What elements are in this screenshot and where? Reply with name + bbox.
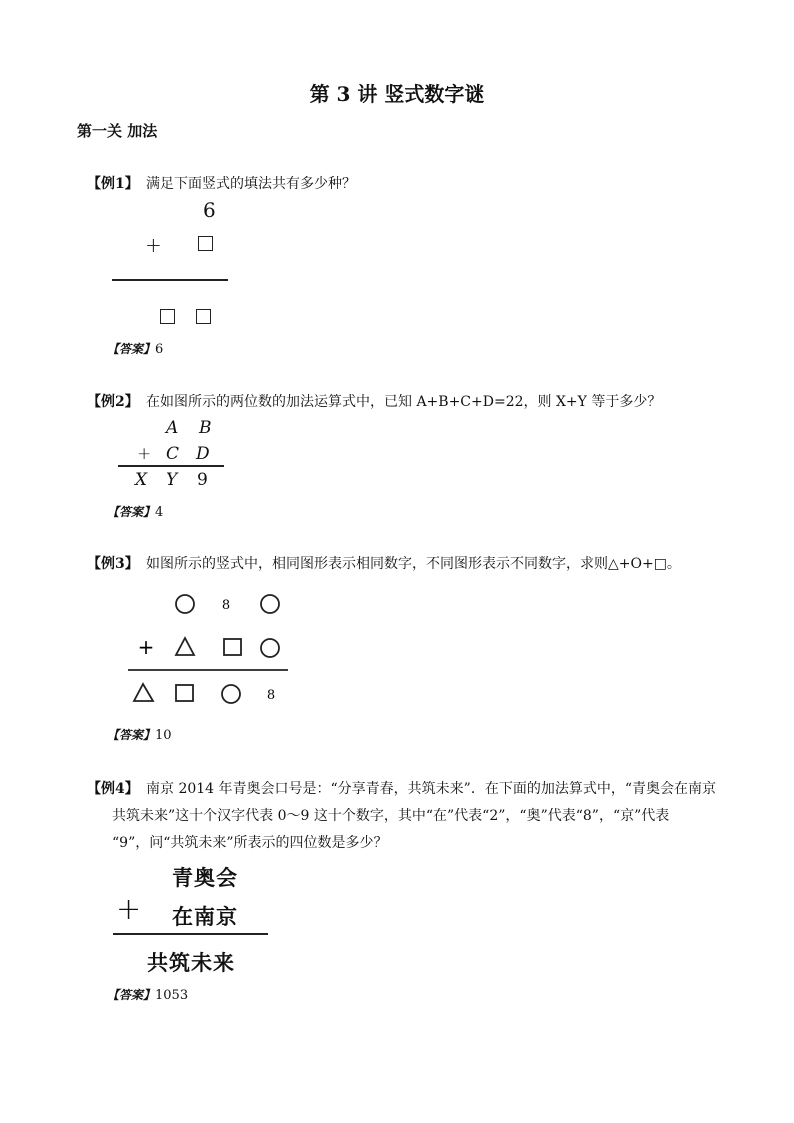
triangle-shape [176, 638, 194, 655]
page-title: 第 3 讲 竖式数字谜 [309, 82, 485, 106]
example-4-question-line: 南京 2014 年青奥会口号是：“分享青春，共筑未来”．在下面的加法算式中，“青奥会在南京 [146, 781, 716, 797]
square-shape [224, 639, 241, 655]
example-2-question: 在如图所示的两位数的加法运算式中，已知 A+B+C+D=22，则 X+Y 等于多少？ [146, 394, 662, 410]
square-shape [176, 685, 193, 701]
digit-c: C [166, 444, 180, 464]
example-1-blank-box [196, 309, 211, 324]
example-4-sum-line [113, 933, 268, 935]
digit-y: Y [166, 470, 178, 490]
answer-value: 1053 [155, 988, 189, 1003]
circle-shape [176, 595, 194, 613]
example-4-addend-2: 在南京 [172, 905, 238, 929]
answer-label: 【答案】 [107, 988, 156, 1002]
answer-label: 【答案】 [107, 342, 156, 356]
example-2-label: 【例2】 [87, 394, 139, 410]
example-1-label: 【例1】 [87, 176, 139, 192]
answer-label: 【答案】 [107, 728, 156, 742]
example-4-addend-1: 青奥会 [172, 866, 238, 890]
digit-8: 8 [266, 688, 276, 703]
example-2-answer [107, 503, 163, 520]
example-2-sum-line [118, 465, 224, 467]
example-4-sum: 共筑未来 [147, 951, 235, 975]
example-4-label: 【例4】 [87, 781, 139, 797]
answer-value: 4 [155, 505, 164, 520]
answer-value: 6 [155, 342, 164, 357]
section-heading: 第一关 加法 [77, 122, 158, 140]
triangle-shape [134, 684, 153, 701]
example-1-blank-box [198, 236, 213, 251]
circle-shape [222, 685, 240, 703]
digit-b: B [199, 418, 212, 438]
digit-9: 9 [197, 470, 208, 490]
circle-shape [261, 639, 279, 657]
example-4-question-line: “9”，问“共筑未来”所表示的四位数是多少？ [112, 835, 388, 851]
example-1-plus-sign: + [145, 233, 162, 257]
answer-value: 10 [155, 728, 172, 743]
example-2-plus-sign: + [137, 444, 152, 464]
example-1-question: 满足下面竖式的填法共有多少种？ [146, 176, 356, 192]
digit-d: D [196, 444, 210, 464]
example-1-sum-line [112, 279, 228, 281]
circle-shape [261, 595, 279, 613]
example-1-answer [107, 340, 163, 357]
example-3-label: 【例3】 [87, 556, 139, 572]
digit-8: 8 [221, 598, 231, 613]
example-3-plus-sign: + [137, 635, 155, 659]
example-4-answer [107, 986, 188, 1003]
example-1-top-digit: 6 [203, 198, 216, 222]
example-3-question: 如图所示的竖式中，相同图形表示相同数字，不同图形表示不同数字，求则△+O+□。 [146, 556, 681, 572]
example-4-question-line: 共筑未来”这十个汉字代表 0～9 这十个数字，其中“在”代表“2”，“奥”代表“8”，“京”代表 [112, 808, 670, 824]
example-1-blank-box [160, 309, 175, 324]
example-3-answer [107, 726, 172, 743]
example-3-figure [120, 588, 300, 713]
digit-a: A [166, 418, 179, 438]
example-4-plus-sign: + [116, 892, 142, 927]
answer-label: 【答案】 [107, 505, 156, 519]
digit-x: X [135, 470, 148, 490]
